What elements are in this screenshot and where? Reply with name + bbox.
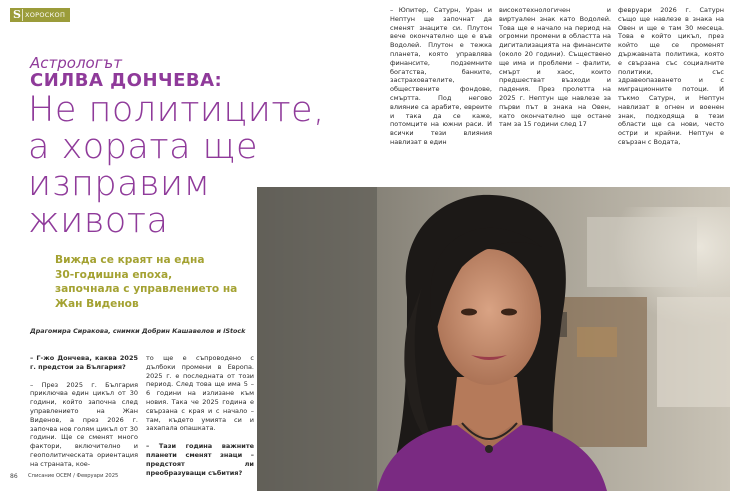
body-column-2 (146, 354, 254, 486)
subtitle-line: започнала с управлението на (55, 283, 238, 295)
interviewee-name: СИЛВА ДОНЧЕВА: (30, 70, 223, 91)
subtitle-line: Вижда се краят на една (55, 254, 205, 266)
page-number: 86 (10, 473, 18, 480)
answer-paragraph: – Юпитер, Сатурн, Уран и Нептун ще започнат да сменят знаците си. Плутон вече окончателно ще е във Водолей. Плутон е тежка планета, която управлява финансите, подземните богатства, банките, застрахователите, обществените фондове, смъртта. Под неговo влияние са арабите, евреите и така да се каже, потомците на южни раси. И всички тези влияния навлизат в един (390, 6, 492, 146)
portrait-photo (257, 187, 730, 491)
answer-paragraph: февруари 2026 г. Сатурн също ще навлезе в знака на Овен и ще е там 30 месеца. Това е който цикъл, през който ще се променят държавната политика, която е свързана със социалните политики, със здравеопазването и с миграционните потоци. И тъкмо Сатурн, и Нептун навлизат в огнен и военен знак, подходяща в тези области ще са нови, често остри и крайни. Нептун е свързан с Водата, (618, 6, 724, 146)
portrait-illustration (257, 187, 730, 491)
headline-line: живота (28, 201, 169, 241)
subtitle-line: Жан Виденов (55, 297, 139, 310)
headline-line: изправим (28, 164, 211, 204)
body-column-4 (499, 6, 611, 129)
headline-line: Не политиците, (28, 90, 325, 130)
answer-paragraph: то ще е съпроводено с дълбоки промени в Европа. 2025 г. е последната от този период. След това ще има 5 – 6 години на излизане към новия. Така че 2025 година е свързана с края и с начало – там, където умията си и захапала опашката. (146, 354, 254, 433)
question: – Тази година важните планети сменят знаци – предстоят ли преобразуващи събития? (146, 442, 254, 477)
subtitle-line: 30-годишна епоха, (55, 268, 173, 281)
section-label: ХОРОСКОП (25, 11, 66, 19)
section-logo: S (12, 9, 23, 21)
answer-paragraph: – През 2025 г. България приключва един цикъл от 30 години, който започна след управлението на Жан Виденов, а през 2026 г. започва нов голям цикъл от 30 години. Ще се сменят много фактори, включително и геополитическата ориентация на страната, кое- (30, 380, 138, 468)
body-column-5 (618, 6, 724, 147)
answer-paragraph: високотехнологичен и виртуален знак като Водолей. Това ще е начало на период на огромни промени в областта на дигитализацията на финансите (около 20 години). Съществено ще има и проблеми – фалити, смърт и хаос, които предшестват възходи и падения. През пролетта на 2025 г. Нептун ще навлезе за първи път в знака на Овен, като окончателно ще остане там за 15 години след 17 (499, 6, 611, 129)
body-column-1 (30, 354, 138, 469)
byline: Драгомира Сиракова, снимки Добрин Кашавелов и iStock (30, 327, 246, 335)
publication-footer: Списание ОСЕМ / Февруари 2025 (28, 473, 119, 479)
headline-line: а хората ще (28, 127, 259, 167)
question: – Г-жо Дончева, каква 2025 г. предстои за България? (30, 354, 138, 371)
section-tab (10, 8, 70, 22)
body-column-3 (390, 6, 492, 147)
kicker: Астрологът (30, 54, 122, 72)
